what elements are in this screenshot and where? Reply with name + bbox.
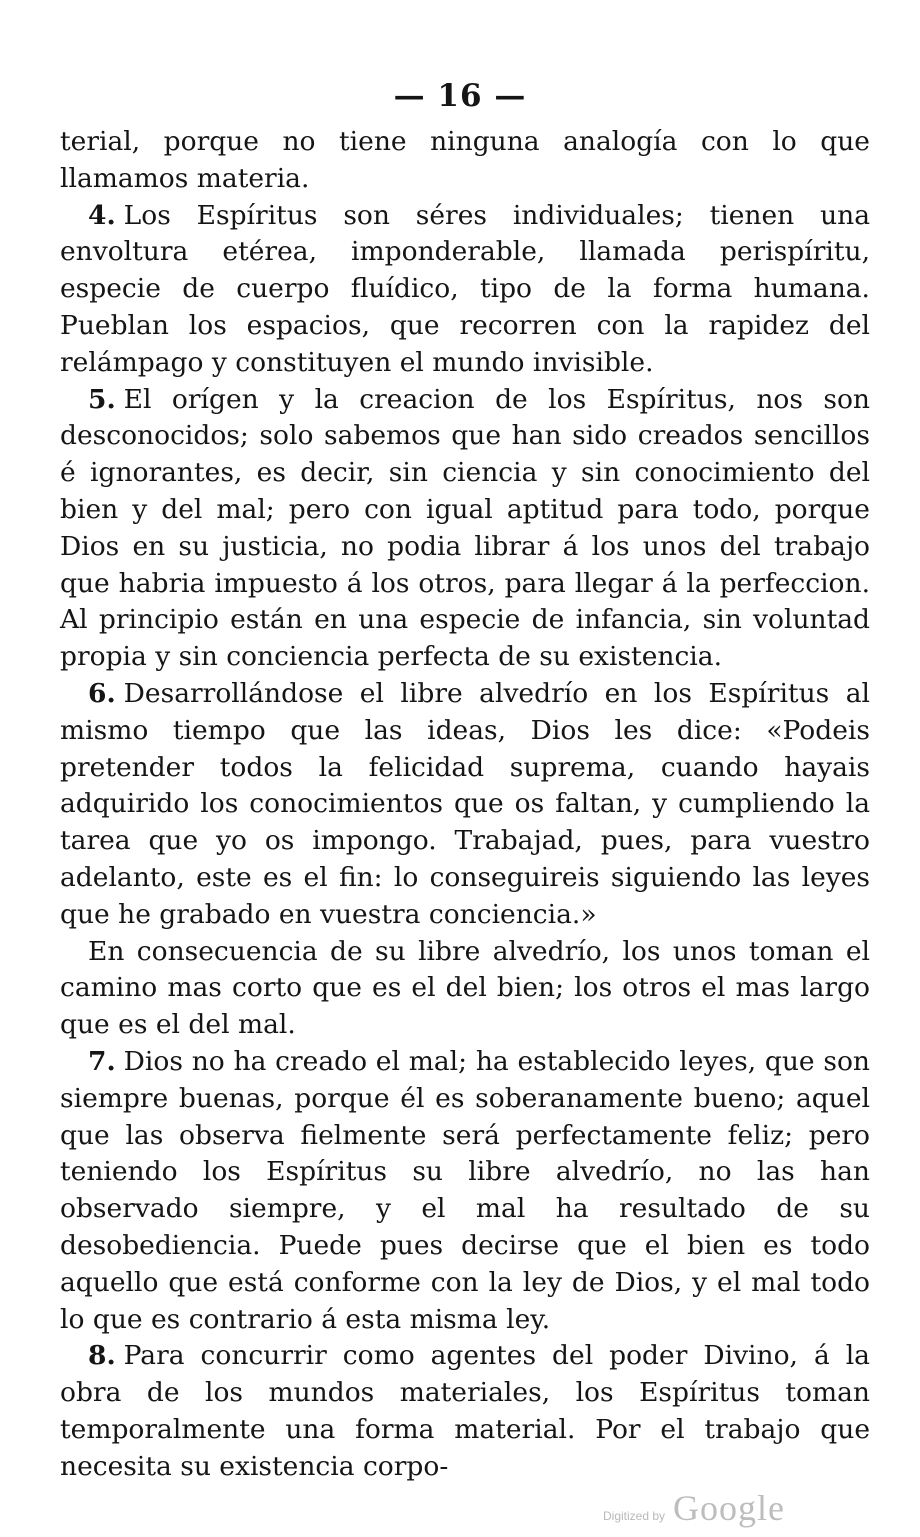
paragraph-number: 4.: [88, 199, 116, 231]
page-number: — 16 —: [393, 78, 527, 114]
paragraph-text: El orígen y la creacion de los Espíritus, nos son desconocidos; solo sabemos que han sido creados sencillos é ignorantes, es decir, sin ciencia y sin conocimiento del bien y del mal; pero con igual aptitud para todo, porque Dios en su justicia, no podia librar á los unos del trabajo que habria impuesto á los otros, para llegar á la perfeccion. Al principio están en una especie de infancia, sin voluntad propia y sin conciencia perfecta de su existencia.: [60, 383, 870, 673]
paragraph-5: [60, 382, 870, 676]
paragraph-number: 7.: [88, 1045, 116, 1077]
paragraph-text: Desarrollándose el libre alvedrío en los Espíritus al mismo tiempo que las ideas, Dios les dice: «Podeis pretender todos la felicidad suprema, cuando hayais adquirido los conocimientos que os faltan, y cumpliendo la tarea que yo os impongo. Trabajad, pues, para vuestro adelanto, este es el fin: lo conseguireis siguiendo las leyes que he grabado en vuestra conciencia.»: [60, 677, 870, 930]
paragraph-8: [60, 1338, 870, 1485]
digitized-watermark: [603, 1487, 785, 1529]
paragraph-number: 5.: [88, 383, 116, 415]
paragraph-consequence: [60, 934, 870, 1044]
body-text: [60, 124, 870, 1485]
paragraph-number: 8.: [88, 1340, 116, 1372]
paragraph-7: [60, 1044, 870, 1338]
paragraph-6: [60, 676, 870, 934]
paragraph-number: 6.: [88, 677, 116, 709]
digitized-by-label: Digitized by: [602, 1509, 666, 1523]
google-logo: Google: [673, 1488, 785, 1528]
paragraph-text: Los Espíritus son séres individuales; tienen una envoltura etérea, imponderable, llamada perispíritu, especie de cuerpo fluídico, tipo de la forma humana. Pueblan los espacios, que recorren con la rapidez del relámpago y constituyen el mundo invisible.: [60, 199, 870, 378]
paragraph-continuation: [60, 124, 870, 198]
paragraph-text: Para concurrir como agentes del poder Divino, á la obra de los mundos materiales, los Espíritus toman temporalmente una forma material. Por el trabajo que necesita su existencia corpo-: [60, 1340, 870, 1482]
paragraph-4: [60, 198, 870, 382]
paragraph-text: En consecuencia de su libre alvedrío, los unos toman el camino mas corto que es el del bien; los otros el mas largo que es el del mal.: [60, 935, 870, 1041]
paragraph-text: terial, porque no tiene ninguna analogía con lo que llamamos materia.: [60, 126, 870, 194]
paragraph-text: Dios no ha creado el mal; ha establecido leyes, que son siempre buenas, porque él es soberanamente bueno; aquel que las observa fielmente será perfectamente feliz; pero teniendo los Espíritus su libre alvedrío, no las han observado siempre, y el mal ha resultado de su desobediencia. Puede pues decirse que el bien es todo aquello que está conforme con la ley de Dios, y el mal todo lo que es contrario á esta misma ley.: [60, 1045, 870, 1335]
